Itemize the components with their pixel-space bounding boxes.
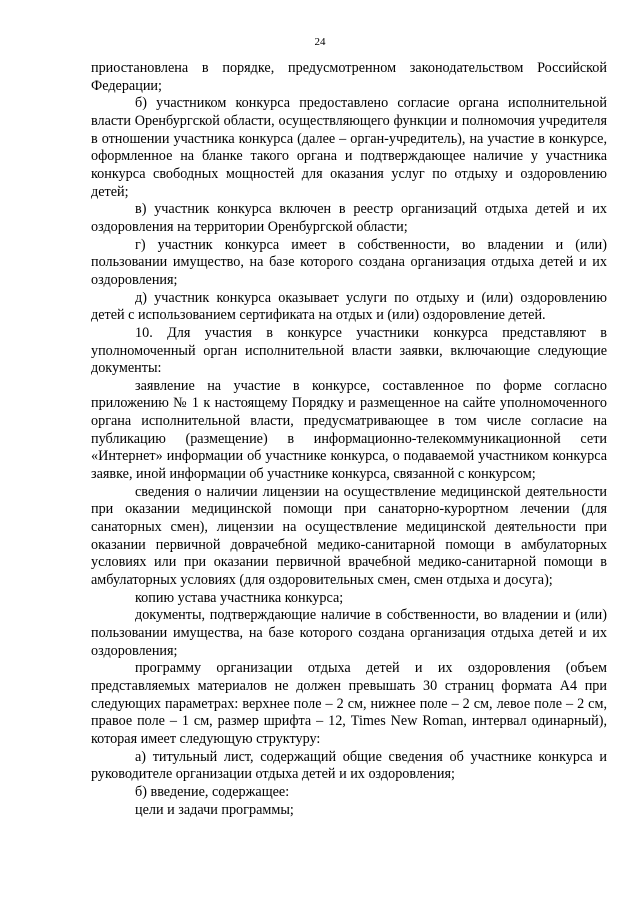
paragraph: а) титульный лист, содержащий общие сведения об участнике конкурса и руководителе организации отдыха детей и их оздоровления; bbox=[91, 748, 607, 783]
paragraph: б) участником конкурса предоставлено согласие органа исполнительной власти Оренбургской области, осуществляющего функции и полномочия учредителя в отношении участника конкурса (далее – орган-учредитель), на участие в конкурсе, оформленное на бланке такого органа и подтверждающее наличие у участника конкурса свободных мощностей для оказания услуг по отдыху и оздоровлению детей; bbox=[91, 95, 607, 200]
paragraph: г) участник конкурса имеет в собственности, во владении и (или) пользовании имущество, на базе которого создана организация отдыха детей и их оздоровления; bbox=[91, 236, 607, 288]
paragraph: копию устава участника конкурса; bbox=[135, 589, 344, 606]
paragraph: цели и задачи программы; bbox=[135, 801, 294, 818]
paragraph: программу организации отдыха детей и их оздоровления (объем представляемых материалов не должен превышать 30 страниц формата А4 при следующих параметрах: верхнее поле – 2 см, нижнее поле – 2 см, левое поле – 2 см, правое поле – 1 см, размер шрифта – 12, Times New Roman, интервал одинарный), которая имеет следующую структуру: bbox=[91, 660, 607, 747]
paragraph: заявление на участие в конкурсе, составленное по форме согласно приложению № 1 к настоящему Порядку и размещенное на сайте уполномоченного органа исполнительной власти, предусматривающее в том числе согласие на публикацию (размещение) в информационно-телекоммуникационной сети «Интернет» информации об участнике конкурса, о подаваемой участником конкурса заявке, иной информации об участнике конкурса, связанной с конкурсом; bbox=[91, 377, 607, 483]
paragraph: сведения о наличии лицензии на осуществление медицинской деятельности при оказании медицинской помощи при санаторно-курортном лечении (для санаторных смен), лицензии на осуществление медицинской деятельности при оказании первичной доврачебной медико-санитарной помощи в амбулаторных условиях или при оказании первичной врачебной медико-санитарной помощи в амбулаторных условиях (для оздоровительных смен, смен отдыха и досуга); bbox=[91, 483, 607, 589]
page-number: 24 bbox=[314, 36, 326, 48]
paragraph: в) участник конкурса включен в реестр организаций отдыха детей и их оздоровления на территории Оренбургской области; bbox=[91, 201, 607, 235]
body-text bbox=[91, 60, 607, 819]
paragraph: 10. Для участия в конкурсе участники конкурса представляют в уполномоченный орган исполнительной власти заявки, включающие следующие документы: bbox=[91, 324, 607, 377]
paragraph: д) участник конкурса оказывает услуги по отдыху и (или) оздоровлению детей с использованием сертификата на отдых и (или) оздоровление детей. bbox=[91, 289, 607, 324]
paragraph: приостановлена в порядке, предусмотренном законодательством Российской Федерации; bbox=[91, 60, 607, 94]
paragraph: б) введение, содержащее: bbox=[135, 783, 290, 800]
paragraph: документы, подтверждающие наличие в собственности, во владении и (или) пользовании имущества, на базе которого создана организация отдыха детей и их оздоровления; bbox=[91, 607, 607, 659]
